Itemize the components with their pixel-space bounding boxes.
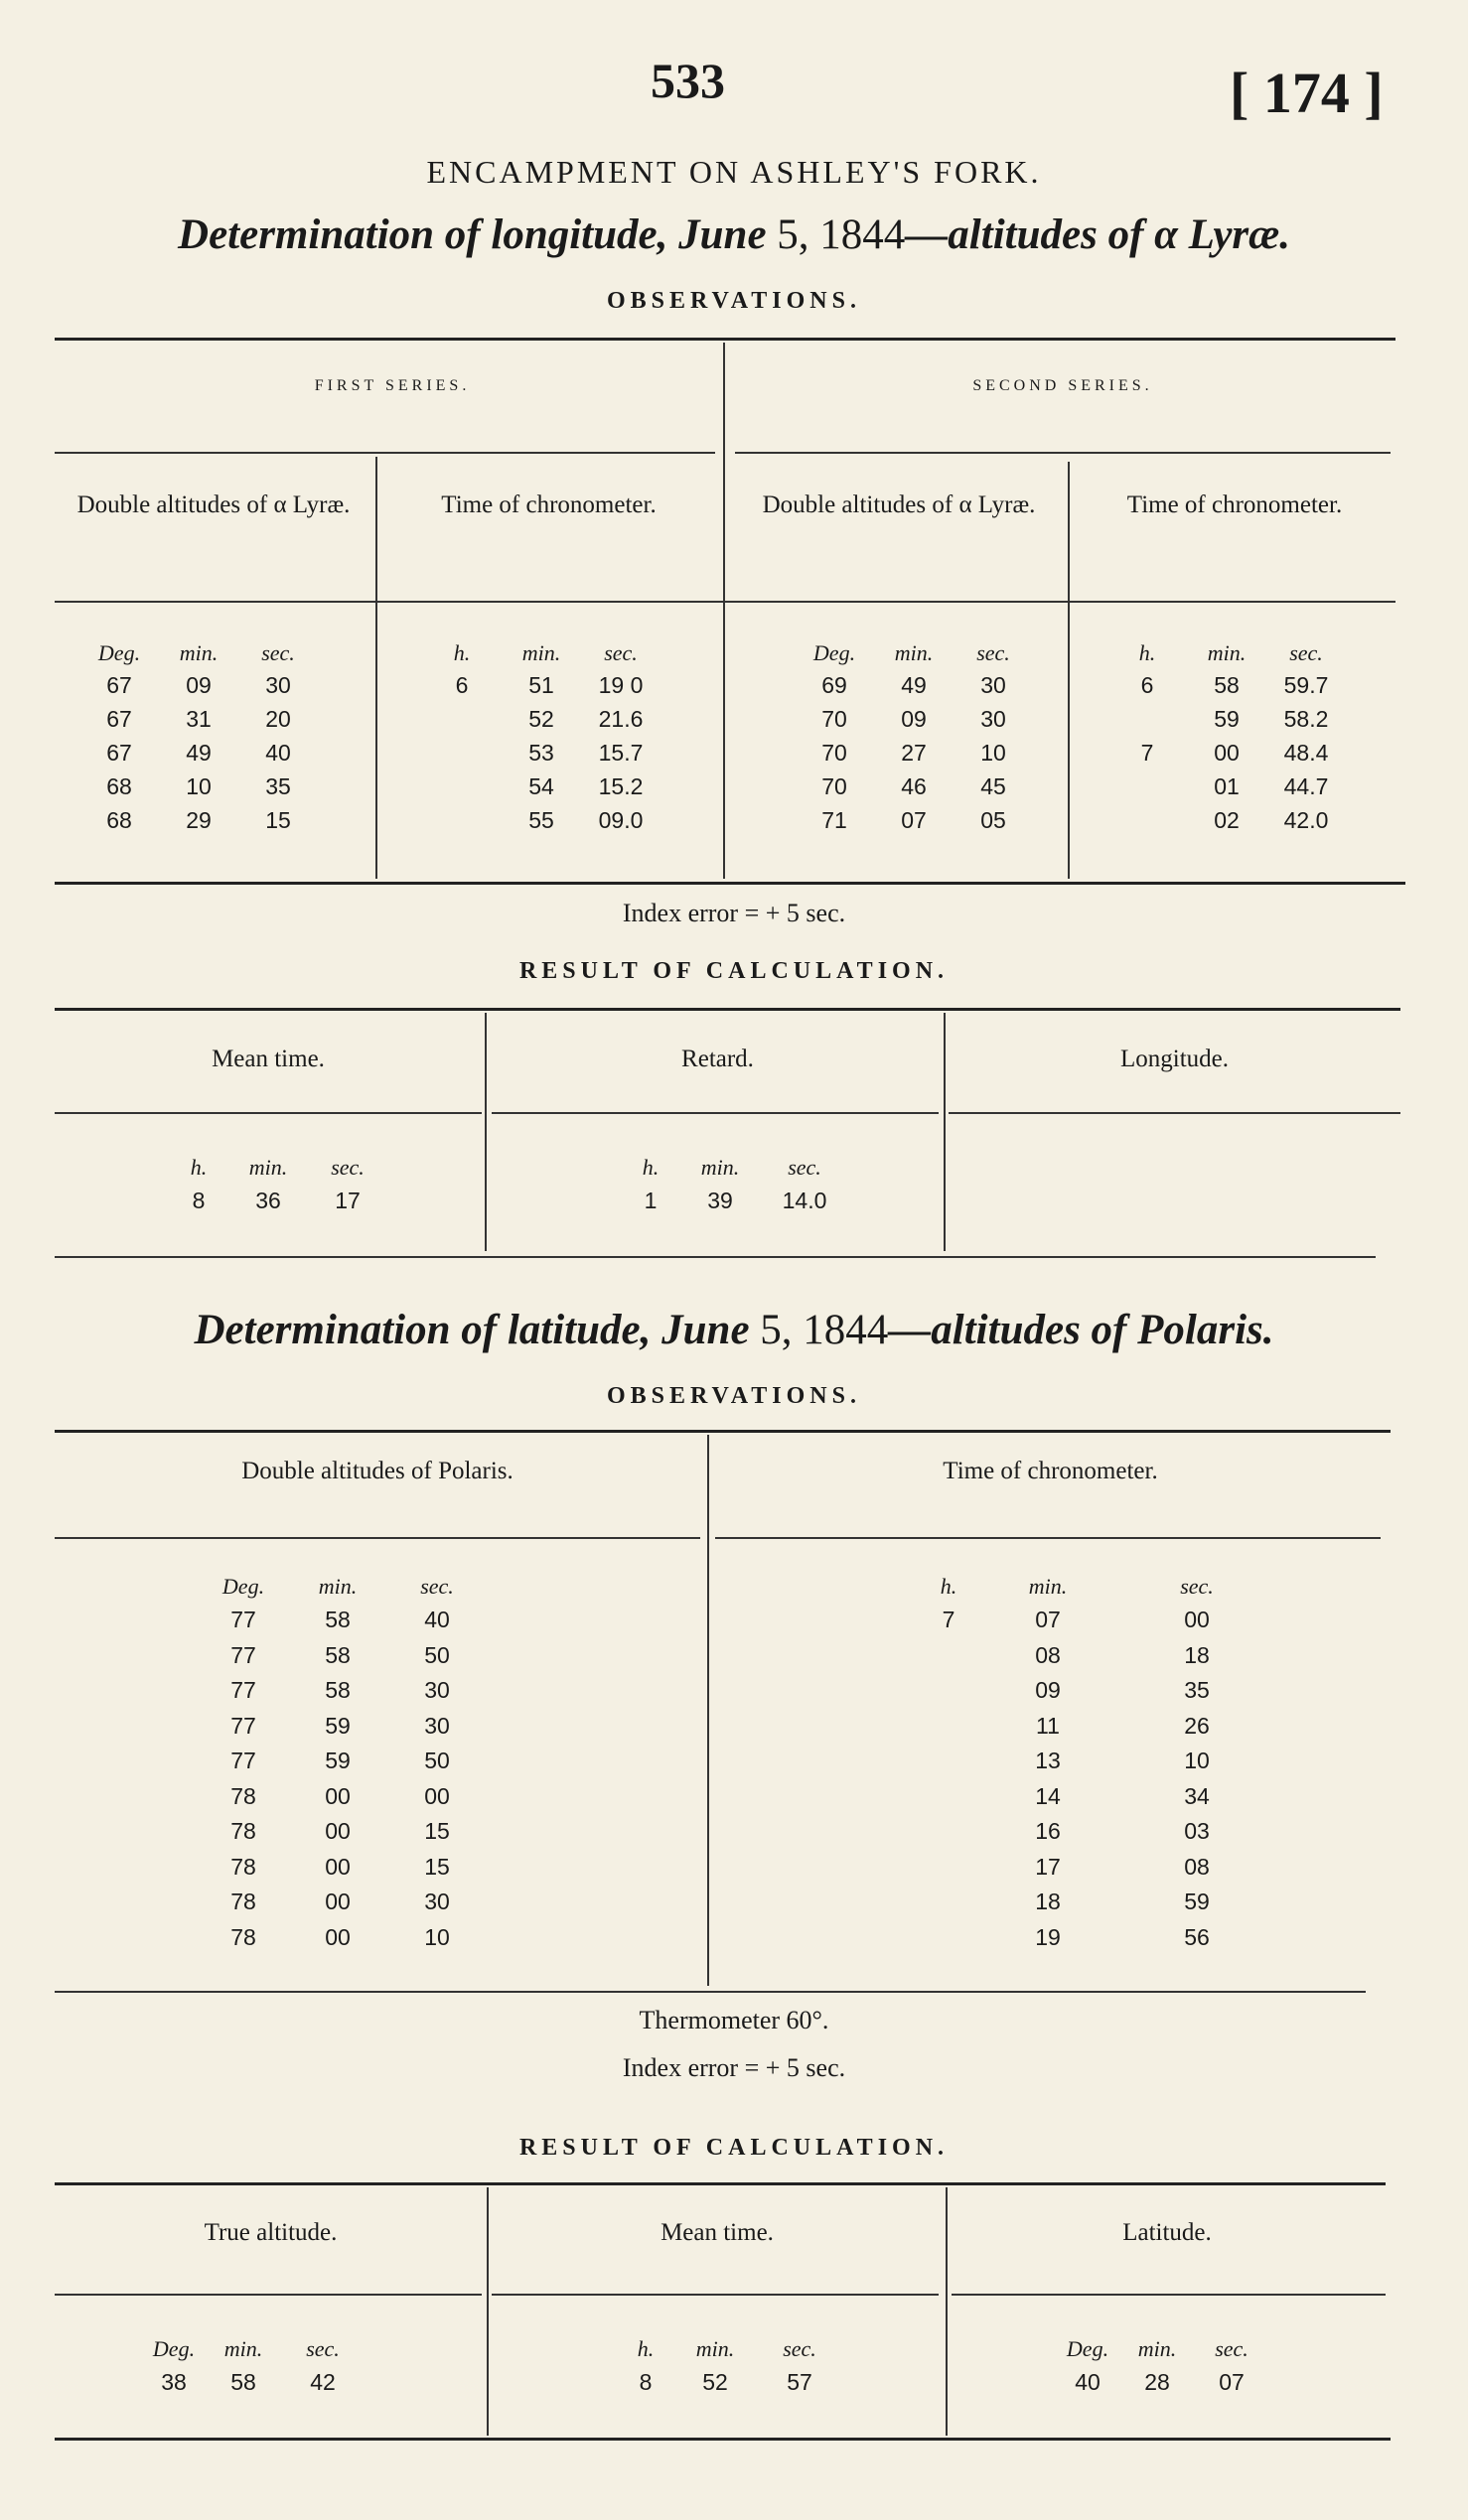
observations-label: OBSERVATIONS.: [606, 1383, 861, 1409]
longitude-subtitle-prefix: Determination of longitude, June: [178, 211, 778, 258]
table-rule: [55, 601, 1395, 603]
table-cell: 28: [1144, 2368, 1170, 2395]
table-cell: 00: [325, 1782, 351, 1809]
table-cell: 16: [1035, 1818, 1061, 1845]
units-row: [795, 640, 1033, 666]
table-cell: 49: [186, 739, 212, 766]
table-cell: 58.2: [1283, 705, 1329, 732]
table-cell: 48.4: [1283, 739, 1329, 766]
unit-sec: sec.: [261, 640, 295, 665]
index-error-note: Index error = + 5 sec.: [622, 2053, 846, 2082]
table-cell: 21.6: [598, 705, 644, 732]
longitude-subtitle-date: 5, 1844: [777, 211, 906, 258]
index-error-note: Index error = + 5 sec.: [622, 899, 846, 927]
unit-deg: Deg.: [221, 1574, 265, 1599]
table-rule: [492, 2294, 939, 2296]
units-row: [422, 640, 661, 666]
table-cell: 8: [192, 1187, 206, 1213]
table-cell: 09: [1035, 1677, 1061, 1704]
table-row: [616, 2365, 844, 2399]
table-cell: 70: [821, 772, 847, 799]
table-cell: 50: [424, 1748, 450, 1774]
table-cell: 31: [186, 705, 212, 732]
table-cell: 39: [707, 1187, 733, 1213]
unit-h: h.: [637, 2336, 655, 2361]
table-cell: 01: [1214, 772, 1240, 799]
thermometer-note: Thermometer 60°.: [639, 2006, 829, 2034]
latitude-subtitle-prefix: Determination of latitude, June: [194, 1307, 761, 1353]
table-rule: [55, 1008, 1400, 1011]
table-cell: 30: [980, 671, 1006, 698]
table-row: [919, 1603, 1276, 1638]
table-cell: 14: [1035, 1782, 1061, 1809]
table-cell: 15: [265, 806, 291, 833]
unit-min: min.: [318, 1574, 358, 1599]
table-row: [199, 1779, 487, 1815]
table-cell: 15: [424, 1818, 450, 1845]
unit-sec: sec.: [783, 2336, 816, 2361]
col-header-second-time: Time of chronometer.: [1126, 491, 1343, 518]
table-cell: 45: [980, 772, 1006, 799]
table-cell: 7: [942, 1607, 955, 1633]
table-cell: 09: [901, 705, 927, 732]
table-cell: 38: [161, 2368, 187, 2395]
unit-sec: sec.: [1180, 1574, 1214, 1599]
table-cell: 71: [821, 806, 847, 833]
unit-h: h.: [1138, 640, 1156, 665]
units-row: [1053, 2336, 1271, 2362]
units-row: [169, 1155, 387, 1181]
col-header-mean-time: Mean time.: [661, 2219, 774, 2246]
table-cell: 55: [528, 806, 554, 833]
table-cell: 10: [1184, 1748, 1210, 1774]
page-number: 533: [651, 53, 725, 108]
column-divider: [707, 1435, 709, 1986]
col-header-mean-time: Mean time.: [212, 1046, 325, 1072]
table-row: [199, 1814, 487, 1850]
table-cell: 35: [1184, 1677, 1210, 1704]
table-cell: 18: [1035, 1889, 1061, 1915]
latitude-subtitle-suffix: —altitudes of Polaris.: [888, 1307, 1274, 1353]
table-rule: [55, 1537, 700, 1539]
unit-min: min.: [894, 640, 934, 665]
col-header-true-altitude: True altitude.: [204, 2219, 338, 2246]
table-cell: 6: [1140, 671, 1154, 698]
table-row: [199, 1709, 487, 1745]
table-cell: 53: [528, 739, 554, 766]
table-rule: [55, 2294, 482, 2296]
col-header-latitude: Latitude.: [1122, 2219, 1212, 2246]
table-cell: 17: [335, 1187, 361, 1213]
table-row: [1107, 702, 1346, 736]
table-cell: 44.7: [1283, 772, 1329, 799]
table-cell: 7: [1140, 739, 1154, 766]
table-row: [422, 803, 661, 837]
table-cell: 30: [980, 705, 1006, 732]
table-rule: [55, 338, 1395, 341]
unit-min: min.: [1207, 640, 1247, 665]
table-cell: 52: [528, 705, 554, 732]
table-cell: 58: [325, 1677, 351, 1704]
unit-h: h.: [453, 640, 471, 665]
result-label: RESULT OF CALCULATION.: [518, 2135, 950, 2161]
unit-h: h.: [190, 1155, 208, 1180]
unit-sec: sec.: [420, 1574, 454, 1599]
table-cell: 70: [821, 739, 847, 766]
table-cell: 07: [901, 806, 927, 833]
table-cell: 69: [821, 671, 847, 698]
table-cell: 51: [528, 671, 554, 698]
table-row: [1107, 803, 1346, 837]
table-cell: 59: [1214, 705, 1240, 732]
unit-sec: sec.: [306, 2336, 340, 2361]
unit-min: min.: [695, 2336, 735, 2361]
table-cell: 78: [230, 1889, 256, 1915]
table-cell: 42.0: [1283, 806, 1329, 833]
latitude-subtitle: [0, 1306, 1468, 1354]
table-cell: 34: [1184, 1782, 1210, 1809]
result-label: RESULT OF CALCULATION.: [518, 958, 950, 984]
col-header-first-time: Time of chronometer.: [441, 491, 657, 518]
longitude-subtitle-suffix: —altitudes of α Lyræ.: [905, 211, 1290, 258]
table-cell: 77: [230, 1712, 256, 1739]
table-row: [795, 668, 1033, 702]
unit-sec: sec.: [976, 640, 1010, 665]
table-rule: [55, 1256, 1376, 1258]
table-cell: 08: [1184, 1853, 1210, 1880]
table-cell: 07: [1035, 1607, 1061, 1633]
units-row: [139, 2336, 367, 2362]
unit-sec: sec.: [1215, 2336, 1248, 2361]
table-cell: 36: [255, 1187, 281, 1213]
table-row: [795, 770, 1033, 803]
units-row: [919, 1574, 1276, 1600]
table-cell: 59: [1184, 1889, 1210, 1915]
table-row: [919, 1850, 1276, 1886]
table-row: [919, 1920, 1276, 1956]
table-cell: 68: [106, 806, 132, 833]
table-cell: 49: [901, 671, 927, 698]
unit-min: min.: [223, 2336, 263, 2361]
table-cell: 40: [424, 1607, 450, 1633]
unit-min: min.: [248, 1155, 288, 1180]
table-rule: [55, 2438, 1391, 2441]
table-row: [199, 1850, 487, 1886]
observations-label: OBSERVATIONS.: [606, 288, 861, 314]
mean-time-values: [169, 1184, 387, 1217]
table-cell: 46: [901, 772, 927, 799]
table-cell: 20: [265, 705, 291, 732]
table-cell: 17: [1035, 1853, 1061, 1880]
table-row: [199, 1638, 487, 1674]
table-row: [422, 736, 661, 770]
table-cell: 26: [1184, 1712, 1210, 1739]
page-title: ENCAMPMENT ON ASHLEY'S FORK.: [426, 154, 1042, 190]
table-cell: 29: [186, 806, 212, 833]
col-header-polaris-alt: Double altitudes of Polaris.: [241, 1458, 514, 1484]
column-divider: [946, 2187, 948, 2436]
table-row: [1107, 736, 1346, 770]
table-rule: [952, 2294, 1386, 2296]
table-cell: 58: [325, 1641, 351, 1668]
second-series-times: [1107, 668, 1346, 837]
table-cell: 05: [980, 806, 1006, 833]
table-row: [1107, 668, 1346, 702]
table-cell: 59: [325, 1748, 351, 1774]
unit-h: h.: [642, 1155, 660, 1180]
col-header-polaris-time: Time of chronometer.: [943, 1458, 1158, 1484]
retard-values: [621, 1184, 849, 1217]
table-cell: 35: [265, 772, 291, 799]
table-cell: 50: [424, 1641, 450, 1668]
table-row: [79, 736, 318, 770]
table-cell: 10: [980, 739, 1006, 766]
table-cell: 11: [1036, 1712, 1060, 1739]
table-cell: 00: [325, 1818, 351, 1845]
table-cell: 67: [106, 671, 132, 698]
table-cell: 30: [265, 671, 291, 698]
table-row: [199, 1603, 487, 1638]
table-rule: [55, 1991, 1366, 1993]
table-row: [422, 668, 661, 702]
table-row: [919, 1885, 1276, 1920]
second-series-altitudes: [795, 668, 1033, 837]
units-row: [616, 2336, 844, 2362]
table-cell: 02: [1214, 806, 1240, 833]
unit-sec: sec.: [604, 640, 638, 665]
table-rule: [55, 1112, 482, 1114]
table-row: [919, 1709, 1276, 1745]
polaris-times: [919, 1603, 1276, 1955]
unit-deg: Deg.: [97, 640, 141, 665]
table-cell: 67: [106, 705, 132, 732]
table-row: [199, 1744, 487, 1779]
unit-min: min.: [1137, 2336, 1177, 2361]
table-row: [199, 1673, 487, 1709]
table-rule: [55, 882, 1405, 885]
table-row: [919, 1744, 1276, 1779]
table-cell: 68: [106, 772, 132, 799]
polaris-altitudes: [199, 1603, 487, 1955]
table-cell: 19: [1035, 1923, 1061, 1950]
unit-deg: Deg.: [152, 2336, 196, 2361]
table-cell: 18: [1184, 1641, 1210, 1668]
table-cell: 09: [186, 671, 212, 698]
col-header-first-alt: Double altitudes of α Lyræ.: [76, 491, 351, 518]
table-cell: 78: [230, 1853, 256, 1880]
table-rule: [55, 2182, 1386, 2185]
bracketed-page-number: [ 174 ]: [1230, 61, 1384, 125]
table-cell: 58: [325, 1607, 351, 1633]
table-cell: 00: [325, 1853, 351, 1880]
longitude-subtitle: [0, 210, 1468, 259]
table-rule: [949, 1112, 1400, 1114]
table-cell: 70: [821, 705, 847, 732]
unit-sec: sec.: [1289, 640, 1323, 665]
table-cell: 15: [424, 1853, 450, 1880]
table-cell: 6: [455, 671, 469, 698]
table-cell: 58: [230, 2368, 256, 2395]
table-cell: 58: [1214, 671, 1240, 698]
table-row: [919, 1673, 1276, 1709]
units-row: [79, 640, 318, 666]
column-divider: [944, 1013, 946, 1251]
table-cell: 00: [325, 1889, 351, 1915]
table-row: [919, 1814, 1276, 1850]
table-cell: 10: [186, 772, 212, 799]
table-cell: 8: [639, 2368, 653, 2395]
table-row: [79, 770, 318, 803]
table-cell: 13: [1035, 1748, 1061, 1774]
unit-min: min.: [700, 1155, 740, 1180]
unit-deg: Deg.: [812, 640, 856, 665]
table-row: [199, 1885, 487, 1920]
table-row: [1053, 2365, 1271, 2399]
table-cell: 10: [424, 1923, 450, 1950]
table-cell: 42: [310, 2368, 336, 2395]
table-rule: [492, 1112, 939, 1114]
table-row: [422, 702, 661, 736]
table-cell: 30: [424, 1712, 450, 1739]
table-cell: 40: [1075, 2368, 1101, 2395]
table-cell: 59: [325, 1712, 351, 1739]
table-row: [79, 668, 318, 702]
table-row: [79, 803, 318, 837]
table-cell: 77: [230, 1748, 256, 1774]
unit-min: min.: [1028, 1574, 1068, 1599]
col-header-retard: Retard.: [681, 1046, 754, 1072]
table-cell: 77: [230, 1641, 256, 1668]
latitude-subtitle-date: 5, 1844: [760, 1307, 889, 1353]
table-cell: 59.7: [1283, 671, 1329, 698]
table-row: [199, 1920, 487, 1956]
table-cell: 03: [1184, 1818, 1210, 1845]
table-row: [422, 770, 661, 803]
first-series-label: FIRST SERIES.: [314, 377, 471, 394]
table-rule: [55, 452, 715, 454]
units-row: [199, 1574, 487, 1600]
table-row: [79, 702, 318, 736]
table-row: [919, 1779, 1276, 1815]
table-row: [795, 736, 1033, 770]
col-header-second-alt: Double altitudes of α Lyræ.: [762, 491, 1036, 518]
table-cell: 08: [1035, 1641, 1061, 1668]
unit-sec: sec.: [788, 1155, 821, 1180]
unit-deg: Deg.: [1066, 2336, 1109, 2361]
unit-h: h.: [940, 1574, 957, 1599]
table-cell: 57: [787, 2368, 812, 2395]
table-row: [1107, 770, 1346, 803]
col-header-longitude: Longitude.: [1119, 1046, 1229, 1072]
table-cell: 77: [230, 1677, 256, 1704]
true-altitude-values: [139, 2365, 367, 2399]
table-rule: [715, 1537, 1381, 1539]
table-cell: 27: [901, 739, 927, 766]
table-cell: 77: [230, 1607, 256, 1633]
mean-time-values: [616, 2365, 844, 2399]
unit-min: min.: [179, 640, 219, 665]
table-cell: 78: [230, 1923, 256, 1950]
table-cell: 40: [265, 739, 291, 766]
table-rule: [55, 1430, 1391, 1433]
table-rule: [735, 452, 1391, 454]
table-cell: 54: [528, 772, 554, 799]
column-divider: [1068, 462, 1070, 879]
table-cell: 78: [230, 1782, 256, 1809]
table-cell: 00: [1184, 1607, 1210, 1633]
table-row: [795, 803, 1033, 837]
column-divider: [485, 1013, 487, 1251]
table-cell: 09.0: [598, 806, 644, 833]
table-cell: 14.0: [782, 1187, 827, 1213]
table-cell: 52: [702, 2368, 728, 2395]
table-row: [139, 2365, 367, 2399]
table-cell: 78: [230, 1818, 256, 1845]
table-cell: 67: [106, 739, 132, 766]
unit-min: min.: [521, 640, 561, 665]
table-cell: 00: [424, 1782, 450, 1809]
table-cell: 15.7: [598, 739, 644, 766]
first-series-times: [422, 668, 661, 837]
table-cell: 1: [644, 1187, 658, 1213]
table-row: [621, 1184, 849, 1217]
column-divider: [723, 343, 725, 879]
table-cell: 30: [424, 1889, 450, 1915]
table-cell: 30: [424, 1677, 450, 1704]
units-row: [621, 1155, 849, 1181]
table-cell: 00: [1214, 739, 1240, 766]
table-row: [795, 702, 1033, 736]
table-cell: 00: [325, 1923, 351, 1950]
bracket-number: 174: [1262, 61, 1350, 125]
latitude-values: [1053, 2365, 1271, 2399]
unit-sec: sec.: [331, 1155, 365, 1180]
table-row: [919, 1638, 1276, 1674]
first-series-altitudes: [79, 668, 318, 837]
table-cell: 19 0: [598, 671, 644, 698]
table-cell: 07: [1219, 2368, 1245, 2395]
column-divider: [487, 2187, 489, 2436]
table-cell: 15.2: [598, 772, 644, 799]
table-row: [169, 1184, 387, 1217]
second-series-label: SECOND SERIES.: [972, 377, 1153, 394]
units-row: [1107, 640, 1346, 666]
table-cell: 56: [1184, 1923, 1210, 1950]
